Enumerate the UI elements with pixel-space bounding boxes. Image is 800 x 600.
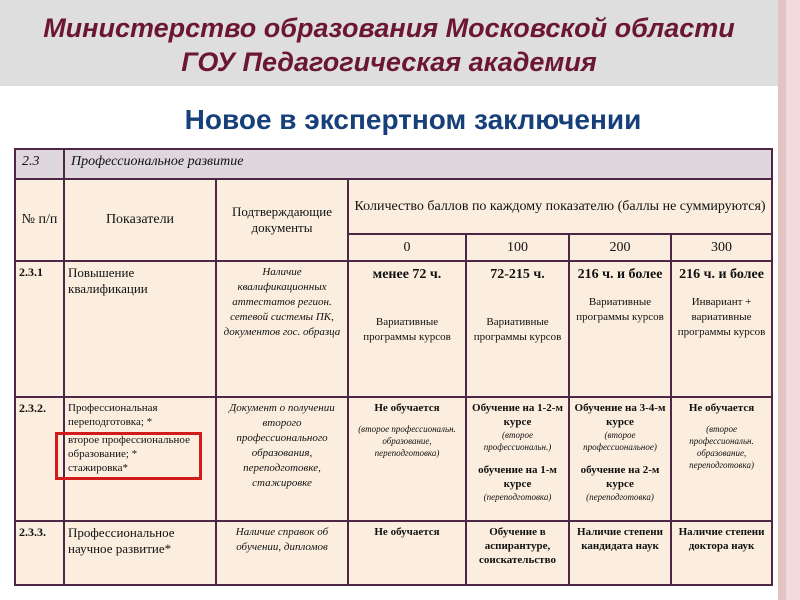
score-note: (второе профессиональное) [583, 430, 657, 452]
score-cell-100 [466, 521, 569, 585]
score-title: Обучение на 1-2-м курсе [472, 402, 563, 428]
score-title: Не обучается [688, 402, 755, 414]
score-title-2: обучение на 1-м курсе [478, 464, 557, 490]
slide-title: Новое в экспертном заключении [184, 104, 642, 135]
score-cell-200 [569, 397, 671, 521]
col-header-indicator: Показатели [64, 179, 216, 261]
score-note: Инвариант + вариативные программы курсов [677, 296, 766, 338]
score-level-0: 0 [348, 234, 466, 261]
section-title: Профессиональное развитие [64, 149, 772, 179]
section-number: 2.3 [15, 149, 64, 179]
score-cell-100 [466, 261, 569, 397]
highlight-box [55, 432, 202, 480]
score-value: 216 ч. и более [679, 267, 764, 282]
score-title: Не обучается [374, 526, 440, 538]
score-note-2: (переподготовка) [586, 492, 654, 502]
col-header-docs: Подтверждающие документы [216, 179, 348, 261]
indicator-internship: стажировка* [68, 462, 128, 474]
indicator-second-education: второе профессиональное образование; * [68, 434, 190, 460]
score-value: 72-215 ч. [490, 267, 545, 282]
score-title: Наличие степени кандидата наук [577, 526, 663, 552]
indicator-cell: Профессиональное научное развитие* [64, 521, 216, 585]
score-level-100: 100 [466, 234, 569, 261]
score-title: Обучение в аспирантуре, соискательство [479, 526, 556, 566]
score-title: Обучение на 3-4-м курсе [574, 402, 666, 428]
score-title-2: обучение на 2-м курсе [580, 464, 660, 490]
section-row [15, 149, 772, 179]
indicator-cell: Повышение квалификации [64, 261, 216, 397]
score-value: 216 ч. и более [577, 267, 663, 282]
score-title: Не обучается [374, 402, 440, 414]
score-cell-300 [671, 521, 772, 585]
score-note: Вариативные программы курсов [363, 316, 451, 343]
score-note: Вариативные программы курсов [473, 316, 562, 343]
decorative-side-bar [778, 0, 800, 600]
score-title: Наличие степени доктора наук [678, 526, 765, 552]
score-note: (второе профессиональн. образование, переподготовка) [358, 424, 456, 458]
score-value: менее 72 ч. [372, 267, 442, 282]
col-header-num: № п/п [15, 179, 64, 261]
row-number: 2.3.2. [15, 397, 64, 521]
score-note: (второе профессиональн.) [483, 430, 552, 452]
row-number: 2.3.1 [15, 261, 64, 397]
score-level-300: 300 [671, 234, 772, 261]
col-header-scores: Количество баллов по каждому показателю (баллы не суммируются) [348, 179, 772, 234]
score-level-200: 200 [569, 234, 671, 261]
table-row [15, 261, 772, 397]
row-number: 2.3.3. [15, 521, 64, 585]
score-note: (второе профессиональн. образование, переподготовка) [689, 424, 754, 470]
score-cell-300 [671, 397, 772, 521]
docs-cell: Наличие справок об обучении, дипломов [216, 521, 348, 585]
score-cell-300 [671, 261, 772, 397]
indicator-retraining: Профессиональная переподготовка; * [68, 402, 158, 428]
score-cell-100 [466, 397, 569, 521]
table-row [15, 521, 772, 585]
docs-cell: Документ о получении второго профессионального образования, переподготовке, стажировке [216, 397, 348, 521]
org-title-line-2: ГОУ Педагогическая академия [181, 47, 597, 77]
expert-conclusion-table [14, 148, 773, 586]
side-stripe [778, 0, 786, 600]
score-cell-200 [569, 261, 671, 397]
score-cell-0 [348, 261, 466, 397]
score-note: Вариативные программы курсов [576, 296, 664, 323]
score-cell-0 [348, 521, 466, 585]
score-cell-0 [348, 397, 466, 521]
header-row [15, 179, 772, 234]
org-title-line-1: Министерство образования Московской области [43, 13, 735, 43]
score-cell-200 [569, 521, 671, 585]
docs-cell: Наличие квалификационных аттестатов регион. сетевой системы ПК, документов гос. образца [216, 261, 348, 397]
score-note-2: (переподготовка) [483, 492, 552, 502]
